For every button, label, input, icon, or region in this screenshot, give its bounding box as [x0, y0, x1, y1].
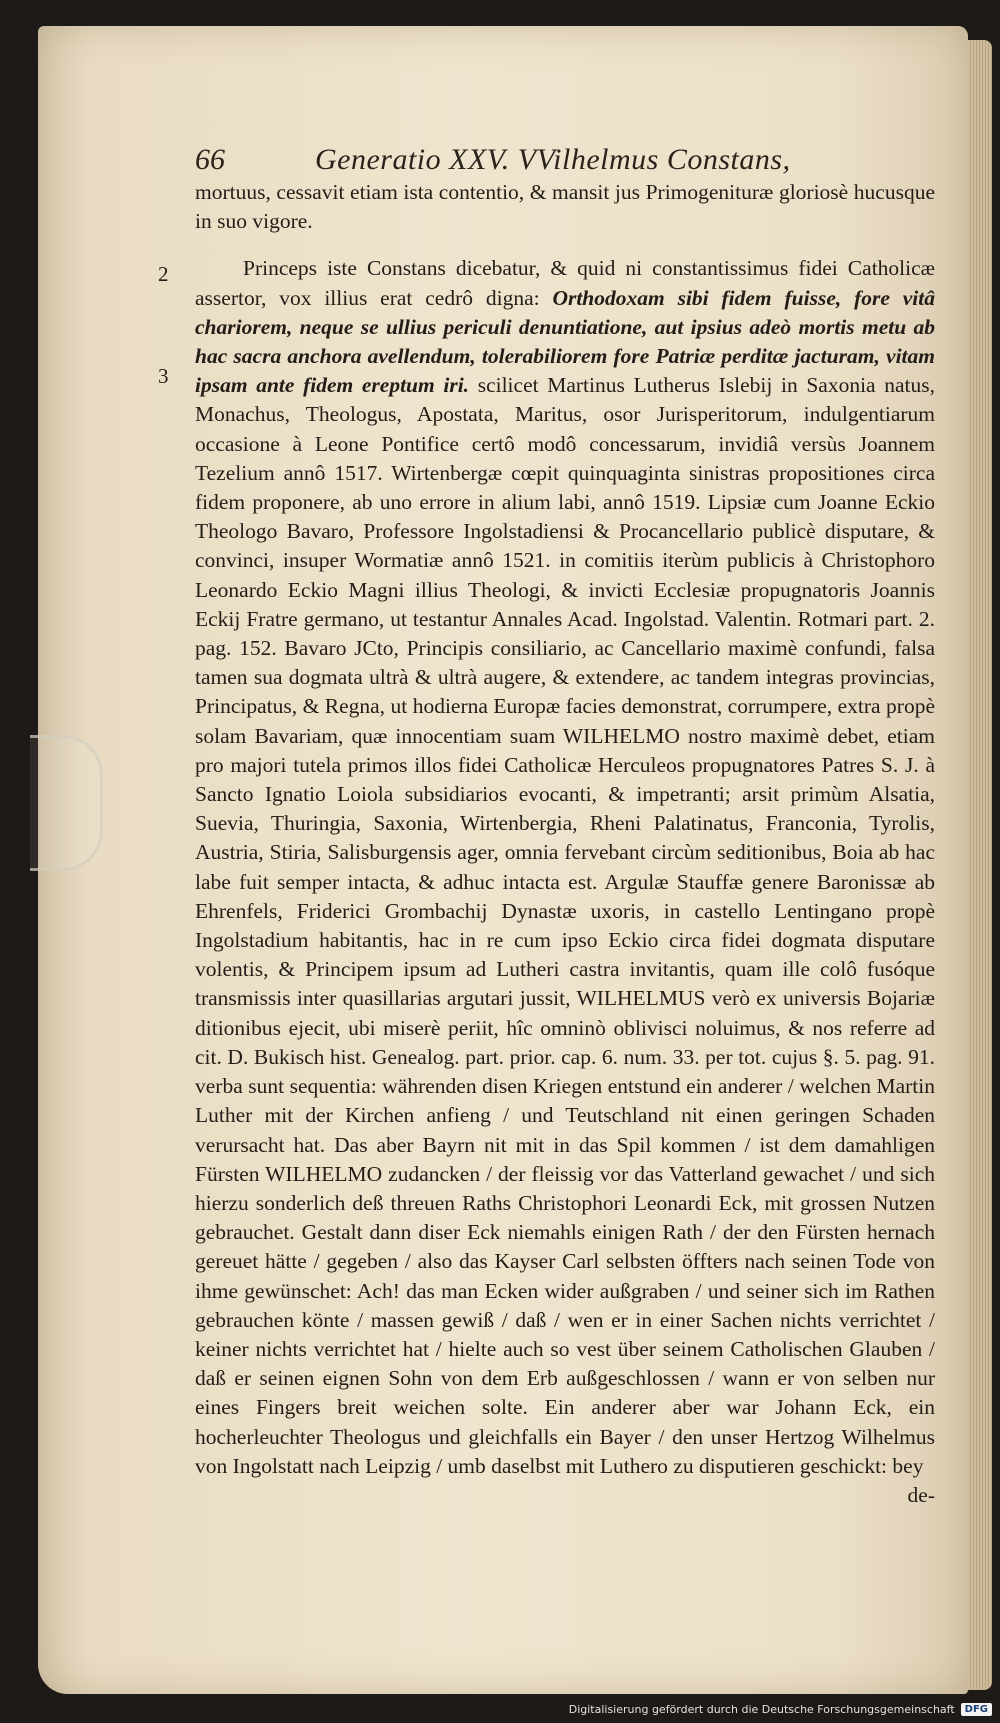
running-title: Generatio XXV. VVilhelmus Constans,	[315, 143, 791, 176]
paragraph-text: scilicet Martinus Lutherus Islebij in Saxonia natus, Monachus, Theologus, Apostata, Maritus, osor Jurisperitorum, indulgentiarum occasione à Leone Pontifice certô modô concessarum, invidiâ versùs Joannem Tezelium annô 1517. Wirtenbergæ cœpit quinquaginta sinistras propositiones circa fidem proponere, ab uno errore in alium labi, annô 1519. Lipsiæ cum Joanne Eckio Theologo Bavaro, Professore Ingolstadiensi & Procancellario publicè disputare, & convinci, insuper Wormatiæ annô 1521. in comitiis iterùm publicis à Christophoro Leonardo Eckio Magni illius Theologi, & invicti Ecclesiæ propugnatoris Joannis Eckij Fratre germano, ut testantur Annales Acad. Ingolstad. Valentin. Rotmari part. 2. pag. 152. Bavaro JCto, Principis consiliario, ac Cancellario maximè confundi, falsa tamen sua dogmata ultrà & ultrà augere, & extendere, ac tandem integras provincias, Principatus, & Regna, ut hodierna Europæ facies demonstrat, corrumpere, extra propè solam Bavariam, quæ innocentiam suam WILHELMO nostro maximè debet, etiam pro majori tutela primos illos fidei Catholicæ Herculeos propugnatores Patres S. J. à Sancto Ignatio Loiola subsidiarios evocanti, & impetranti; arsit primùm Alsatia, Suevia, Thuringia, Saxonia, Wirtenbergia, Rheni Palatinatus, Franconia, Tyrolis, Austria, Stiria, Salisburgensis ager, omnia fervebant circùm seditionibus, Boia ab hac labe fuit semper intacta, & adhuc intacta est. Argulæ Stauffæ genere Baronissæ ab Ehrenfels, Friderici Grombachij Dynastæ uxoris, in castello Lentingano propè Ingolstadium habitantis, hac in re cum ipso Eckio circa fidei dogmata disputare volentis, & Principem ipsum ad Lutheri castra invitantis, quam ille colô fusóque transmissis inter quasillarias argutari jussit, WILHELMUS verò ex universis Bojariæ ditionibus ejecit, ubi miserè periit, hîc omninò oblivisci noluimus, & nos referre ad cit. D. Bukisch hist. Genealog. part. prior. cap. 6. num. 33. per tot. cujus §. 5. pag. 91. verba sunt sequentia: währenden disen Kriegen entstund ein anderer / welchen Martin Luther mit der Kirchen anfieng / und Teutschland nit einen geringen Schaden verursacht hat. Das aber Bayrn nit mit in das Spil kommen / ist dem damahligen Fürsten WILHELMO zudancken / der fleissig vor das Vatterland gewachet / und sich hierzu sonderlich deß threuen Raths Christophori Leonardi Eck, mit grossen Nutzen gebrauchet. Gestalt dann diser Eck niemahls einigen Rath / der den Fürsten hernach gereuet hätte / gegeben / also das Kayser Carl selbsten öffters nach seinen Tode von ihme gewünschet: Ach! das man Ecken wider außgraben / und seiner sich im Rathen gebrauchen könte / massen gewiß / daß / wen er in einer Sachen nichts verrichtet / keiner nichts verrichtet hat / hielte auch so vest über seinem Catholischen Glauben / daß er seinen eignen Sohn von dem Erb außgeschlossen / wann er von selben nur eines Fingers breit weichen solte. Ein anderer aber war Johann Eck, ein hocherleuchter Theologus und gleichfalls ein Bayer / den unser Hertzog Wilhelmus von Ingolstatt nach Leipzig / umb daselbst mit Luthero zu disputieren geschickt: bey	[195, 373, 936, 1478]
margin-note-number: 2	[158, 262, 169, 286]
page-edge-stack	[968, 40, 992, 1690]
dfg-logo-icon: DFG	[961, 1703, 992, 1716]
catchword: de-	[907, 1482, 935, 1507]
page-clip	[30, 735, 103, 871]
paragraph-text: Princeps iste Constans dicebatur, & quid ni constantissimus fidei Catholicæ assertor, vox illius erat cedrô digna:	[195, 256, 935, 310]
footer-credit: Digitalisierung gefördert durch die Deutsche Forschungsgemeinschaft	[568, 1702, 955, 1716]
digitization-footer	[569, 1701, 992, 1717]
quotation: Orthodoxam sibi fidem fuisse, fore vitâ chariorem, neque se ullius periculi denuntiatione, aut ipsius adeò mortis metu ab hac sacra anchora avellendum, tolerabiliorem fore Patriæ perditæ jacturam, vitam ipsam ante fidem ereptum iri.	[195, 285, 935, 398]
body-text	[195, 178, 935, 1510]
paragraph: mortuus, cessavit etiam ista contentio, & mansit jus Primogenituræ gloriosè hucusque in suo vigore.	[195, 180, 935, 234]
paragraph	[195, 254, 935, 1481]
margin-note-number: 3	[158, 364, 169, 388]
page-number: 66	[195, 143, 225, 176]
